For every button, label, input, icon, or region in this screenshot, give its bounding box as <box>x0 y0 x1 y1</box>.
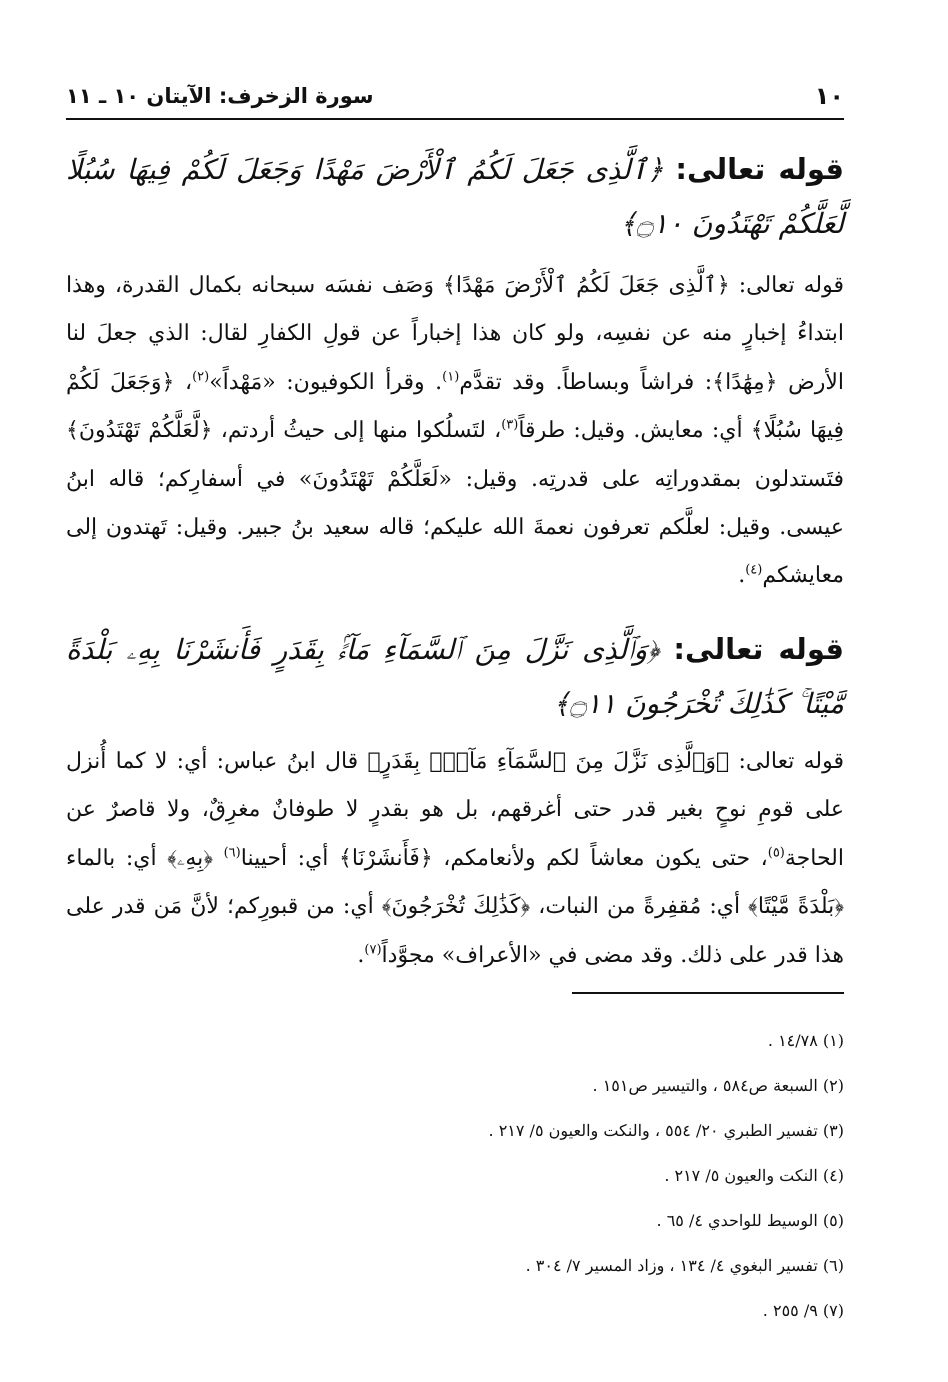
footnote-ref[interactable]: (٦) <box>223 845 241 861</box>
commentary-text: . <box>357 942 365 968</box>
footnote-item: (٢) السبعة ص٥٨٤ ، والتيسير ص١٥١ . <box>592 1076 844 1095</box>
page-header <box>66 82 844 116</box>
verse-lead: قوله تعالى: <box>675 152 844 186</box>
footnote-ref[interactable]: (٧) <box>364 942 382 958</box>
footnote-ref[interactable]: (١) <box>442 369 460 385</box>
footnote-ref[interactable]: (٥) <box>767 845 785 861</box>
footnote-item: (١) ١٤/٧٨ . <box>767 1031 844 1050</box>
verse-heading-11 <box>66 622 844 731</box>
quran-verse-text: ﴿وَٱلَّذِى نَزَّلَ مِنَ ٱلسَّمَآءِ مَآءًۢ بِقَدَرٍ فَأَنشَرْنَا بِهِۦ بَلْدَةً مَّيْتًا ۚ كَذَٰلِكَ تُخْرَجُونَ ۝١١﴾ <box>66 633 844 720</box>
footnote-ref[interactable]: (٣) <box>501 417 519 433</box>
commentary-text: قوله تعالى: ﴿وَٱلَّذِى نَزَّلَ مِنَ ٱلسَّمَآءِ مَآءًۢ بِقَدَرٍ﴾ قال ابنُ عباس: أي: لا كما أُنزل على قومِ نوحٍ بغير قدر حتى أغرقهم، بل هو بقدرٍ لا طوفانٌ مغرِقٌ، ولا قاصرٌ عن الحاجة <box>66 749 844 871</box>
footnote-ref[interactable]: (٤) <box>745 563 763 579</box>
commentary-text: . وقرأ الكوفيون: «مَهْداً» <box>209 369 443 395</box>
quran-verse-text: ﴿ٱلَّذِى جَعَلَ لَكُمُ ٱلْأَرْضَ مَهْدًا وَجَعَلَ لَكُمْ فِيهَا سُبُلًا لَّعَلَّكُمْ تَهْتَدُونَ ۝١٠﴾ <box>66 153 844 240</box>
page-number: ١٠ <box>814 82 844 110</box>
book-page <box>66 0 844 1382</box>
verse-heading-10 <box>66 142 844 251</box>
commentary-paragraph <box>66 738 844 980</box>
commentary-text: . <box>738 563 746 589</box>
commentary-text: قوله تعالى: ﴿ٱلَّذِى جَعَلَ لَكُمُ ٱلْأَرْضَ مَهْدًا﴾ وَصَف نفسَه سبحانه بكمال القدرة، وهذا ابتداءُ إخبارٍ منه عن نفسِه، ولو كان هذا إخباراً عن قولِ الكفارِ لقال: الذي جعلَ لنا الأرض ﴿مِهَٰدًا﴾: فراشاً وبساطاً. وقد تقدَّم <box>66 273 844 395</box>
verse-lead: قوله تعالى: <box>673 632 844 666</box>
commentary-paragraph <box>66 262 844 601</box>
footnote-separator <box>572 992 844 994</box>
running-title: سورة الزخرف: الآيتان ١٠ ـ ١١ <box>66 84 374 108</box>
commentary-text: ﴿بِهِۦ﴾ أي: بالماء ﴿بَلْدَةً مَّيْتًا﴾ أي: مُقفِرةً من النبات، ﴿كَذَٰلِكَ تُخْرَجُونَ﴾ أي: من قبورِكم؛ لأنَّ مَن قدر على هذا قدر على ذلك. وقد مضى في «الأعراف» مجوَّداً <box>66 845 844 968</box>
footnote-item: (٧) ٩/ ٢٥٥ . <box>762 1301 844 1320</box>
commentary-text: ، لتَسلُكوا منها إلى حيثُ أردتم، ﴿لَّعَلَّكُمْ تَهْتَدُونَ﴾ فتَستدلون بمقدوراتِه على قدرتِه. وقيل: «لَعَلَّكُمْ تَهْتَدُونَ» في أسفارِكم؛ قاله ابنُ عيسى. وقيل: لعلَّكم تعرفون نعمةَ الله عليكم؛ قاله سعيد بنُ جبير. وقيل: تَهتدون إلى معايشكم <box>66 418 844 589</box>
footnote-ref[interactable]: (٢) <box>192 369 210 385</box>
footnote-item: (٣) تفسير الطبري ٢٠/ ٥٥٤ ، والنكت والعيون ٥/ ٢١٧ . <box>488 1121 844 1140</box>
footnote-item: (٦) تفسير البغوي ٤/ ١٣٤ ، وزاد المسير ٧/ ٣٠٤ . <box>525 1256 844 1275</box>
commentary-text: ، ﴿وَجَعَلَ لَكُمْ فِيهَا سُبُلًا﴾ أي: معايش. وقيل: طرقاً <box>66 369 844 444</box>
commentary-text: ، حتى يكون معاشاً لكم ولأنعامكم، ﴿فَأَنشَرْنَا﴾ أي: أحيينا <box>240 845 768 871</box>
header-rule <box>66 118 844 120</box>
footnote-item: (٤) النكت والعيون ٥/ ٢١٧ . <box>664 1166 844 1185</box>
footnote-item: (٥) الوسيط للواحدي ٤/ ٦٥ . <box>656 1211 844 1230</box>
footnote-list <box>66 1028 844 1343</box>
